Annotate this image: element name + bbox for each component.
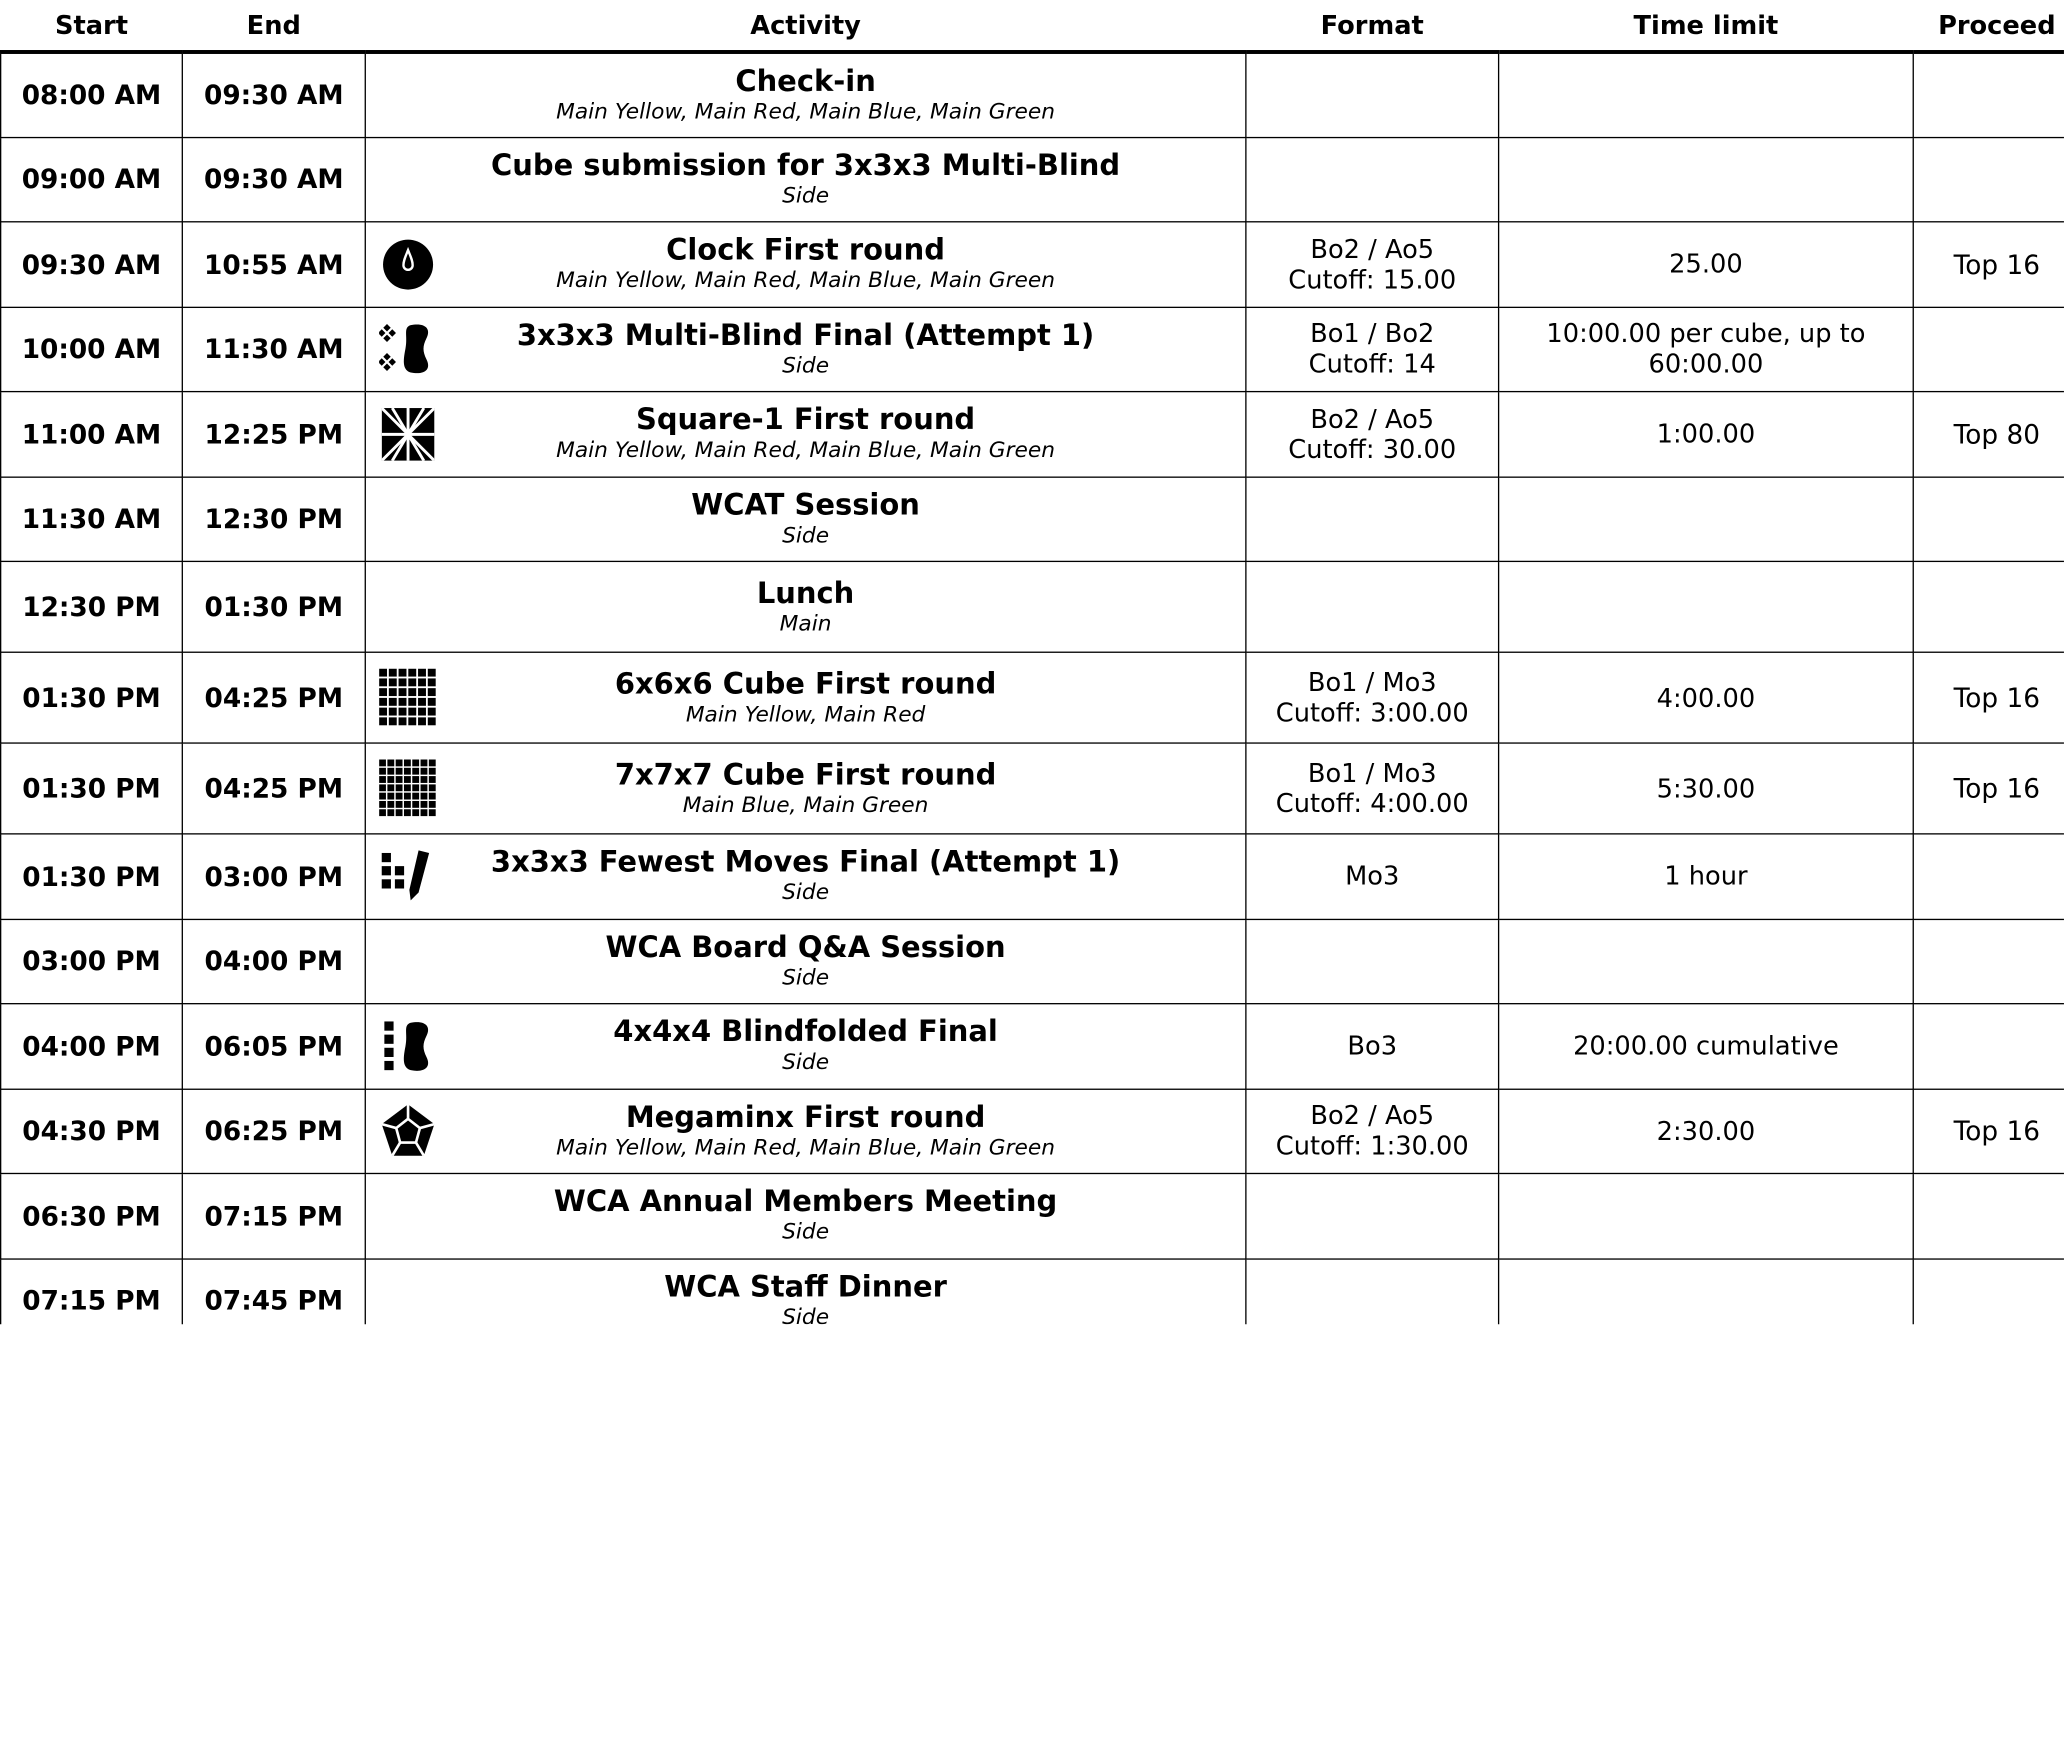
time-limit-line: 1 hour (1664, 861, 1748, 892)
activity-room: Side (782, 879, 830, 905)
table-row (1, 477, 2064, 562)
activity-room: Main Yellow, Main Red (685, 700, 926, 726)
end-time (182, 307, 365, 392)
time-limit-cell (1499, 834, 1914, 919)
square-1-event-icon (379, 405, 437, 463)
time-limit-line: 20:00.00 cumulative (1573, 1030, 1839, 1062)
start-time-text: 06:30 PM (22, 1200, 161, 1232)
start-time (1, 52, 183, 137)
end-time (182, 834, 365, 919)
activity-cell (365, 392, 1246, 477)
activity-room: Main Yellow, Main Red, Main Blue, Main Green (556, 267, 1056, 293)
table-row (1, 919, 2064, 1004)
table-row (1, 743, 2064, 834)
format-line: Bo1 / Mo3 (1307, 758, 1437, 789)
end-time (182, 743, 365, 834)
format-cutoff: Cutoff: 14 (1308, 349, 1436, 380)
activity-room: Main Yellow, Main Red, Main Blue, Main Green (556, 437, 1056, 463)
start-time (1, 392, 183, 477)
format-cell (1246, 919, 1499, 1004)
proceed-cell (1913, 1004, 2064, 1089)
proceed-text: Top 16 (1953, 248, 2040, 281)
end-time (182, 1258, 365, 1324)
format-line: Bo1 / Mo3 (1307, 667, 1437, 698)
activity-title: WCA Staff Dinner (664, 1271, 947, 1305)
activity-cell (365, 652, 1246, 743)
megaminx-event-icon (379, 1102, 437, 1160)
7x7x7-event-icon (379, 760, 437, 818)
end-time-text: 03:00 PM (204, 860, 344, 893)
end-time (182, 1089, 365, 1174)
activity-room: Side (782, 522, 830, 548)
time-limit-cell (1499, 1004, 1914, 1089)
time-limit-cell (1499, 222, 1914, 307)
table-row (1, 137, 2064, 222)
activity-room: Side (782, 352, 830, 378)
proceed-cell (1913, 1089, 2064, 1174)
table-row (1, 222, 2064, 307)
format-cell (1246, 222, 1499, 307)
proceed-cell (1913, 834, 2064, 919)
start-time (1, 477, 183, 562)
time-limit-cell (1499, 1258, 1914, 1324)
header-format: Format (1246, 0, 1499, 52)
format-cutoff: Cutoff: 1:30.00 (1275, 1131, 1469, 1162)
activity-title: 4x4x4 Blindfolded Final (613, 1016, 998, 1050)
table-row (1, 652, 2064, 743)
table-row (1, 1004, 2064, 1089)
schedule-body (1, 52, 2064, 1324)
end-time (182, 919, 365, 1004)
format-cutoff: Cutoff: 3:00.00 (1275, 697, 1469, 728)
start-time (1, 919, 183, 1004)
start-time-text: 03:00 PM (22, 945, 161, 978)
start-time-text: 12:30 PM (22, 591, 161, 623)
time-limit-line: 25.00 (1669, 249, 1743, 280)
end-time (182, 652, 365, 743)
activity-title: Megaminx First round (625, 1101, 986, 1135)
start-time-text: 04:00 PM (22, 1030, 161, 1062)
proceed-cell (1913, 1173, 2064, 1258)
start-time-text: 01:30 PM (22, 772, 161, 805)
format-cell (1246, 743, 1499, 834)
end-time (182, 1173, 365, 1258)
time-limit-line: 5:30.00 (1656, 773, 1756, 804)
format-cell (1246, 834, 1499, 919)
activity-title: Clock First round (666, 234, 946, 268)
table-row (1, 1258, 2064, 1324)
time-limit-cell (1499, 477, 1914, 562)
proceed-cell (1913, 392, 2064, 477)
format-cell (1246, 1004, 1499, 1089)
activity-room: Side (782, 1049, 830, 1075)
format-cell (1246, 392, 1499, 477)
end-time-text: 07:45 PM (204, 1285, 344, 1317)
proceed-cell (1913, 919, 2064, 1004)
activity-cell (365, 834, 1246, 919)
end-time-text: 07:15 PM (204, 1200, 344, 1232)
time-limit-cell (1499, 919, 1914, 1004)
activity-room: Main Yellow, Main Red, Main Blue, Main Green (556, 1134, 1056, 1160)
format-cell (1246, 52, 1499, 137)
time-limit-line: 10:00.00 per cube, up to (1546, 318, 1866, 350)
end-time-text: 12:30 PM (204, 503, 344, 535)
activity-cell (365, 137, 1246, 222)
table-row (1, 392, 2064, 477)
start-time (1, 222, 183, 307)
end-time-text: 04:25 PM (204, 772, 344, 805)
start-time-text: 10:00 AM (21, 333, 162, 365)
multi-blind-event-icon (379, 320, 437, 378)
end-time-text: 11:30 AM (204, 333, 344, 365)
activity-title: Cube submission for 3x3x3 Multi-Blind (490, 149, 1121, 183)
activity-cell (365, 307, 1246, 392)
proceed-text: Top 16 (1953, 1115, 2040, 1147)
time-limit-cell (1499, 392, 1914, 477)
end-time-text: 04:00 PM (204, 945, 344, 978)
start-time-text: 11:00 AM (21, 418, 162, 450)
format-cell (1246, 1089, 1499, 1174)
activity-title: Lunch (756, 577, 855, 611)
end-time-text: 09:30 AM (204, 163, 344, 196)
start-time (1, 652, 183, 743)
activity-cell (365, 561, 1246, 652)
time-limit-cell (1499, 743, 1914, 834)
activity-room: Main Yellow, Main Red, Main Blue, Main Green (556, 98, 1056, 124)
fewest-moves-event-icon (379, 847, 437, 905)
proceed-cell (1913, 652, 2064, 743)
format-cutoff: Cutoff: 15.00 (1288, 264, 1457, 295)
time-limit-line-2: 60:00.00 (1648, 349, 1764, 380)
table-row (1, 307, 2064, 392)
start-time (1, 1173, 183, 1258)
schedule-header (1, 0, 2064, 52)
table-row (1, 1173, 2064, 1258)
format-line: Bo2 / Ao5 (1310, 403, 1435, 435)
activity-cell (365, 919, 1246, 1004)
time-limit-cell (1499, 137, 1914, 222)
activity-title: Check-in (735, 65, 876, 99)
activity-cell (365, 1004, 1246, 1089)
proceed-cell (1913, 137, 2064, 222)
time-limit-cell (1499, 1089, 1914, 1174)
end-time (182, 477, 365, 562)
activity-title: 6x6x6 Cube First round (614, 668, 997, 701)
format-cell (1246, 307, 1499, 392)
format-line: Bo2 / Ao5 (1310, 1100, 1435, 1132)
end-time (182, 222, 365, 307)
format-cell (1246, 652, 1499, 743)
end-time (182, 137, 365, 222)
activity-title: WCAT Session (691, 489, 920, 523)
activity-room: Main Blue, Main Green (682, 791, 929, 817)
time-limit-cell (1499, 52, 1914, 137)
end-time-text: 10:55 AM (204, 248, 344, 281)
time-limit-cell (1499, 307, 1914, 392)
start-time-text: 04:30 PM (22, 1115, 161, 1147)
start-time-text: 01:30 PM (22, 681, 161, 714)
end-time (182, 561, 365, 652)
format-line: Mo3 (1345, 861, 1400, 892)
activity-room: Side (782, 182, 830, 208)
header-activity: Activity (365, 0, 1246, 52)
format-cell (1246, 1173, 1499, 1258)
time-limit-line: 1:00.00 (1656, 418, 1756, 450)
end-time-text: 04:25 PM (204, 681, 344, 714)
header-proceed: Proceed (1913, 0, 2064, 52)
proceed-cell (1913, 743, 2064, 834)
activity-title: Square-1 First round (635, 404, 976, 438)
format-cutoff: Cutoff: 4:00.00 (1275, 788, 1469, 819)
start-time (1, 1089, 183, 1174)
start-time (1, 1258, 183, 1324)
end-time (182, 1004, 365, 1089)
start-time (1, 834, 183, 919)
end-time-text: 09:30 AM (204, 79, 344, 111)
start-time (1, 137, 183, 222)
end-time (182, 392, 365, 477)
header-start: Start (1, 0, 183, 52)
format-cell (1246, 561, 1499, 652)
activity-room: Side (782, 1304, 830, 1325)
activity-cell (365, 1258, 1246, 1324)
start-time (1, 307, 183, 392)
proceed-cell (1913, 222, 2064, 307)
start-time-text: 11:30 AM (21, 503, 162, 535)
start-time-text: 09:30 AM (21, 248, 162, 281)
proceed-cell (1913, 307, 2064, 392)
header-time-limit: Time limit (1499, 0, 1914, 52)
proceed-text: Top 80 (1953, 418, 2040, 450)
start-time (1, 1004, 183, 1089)
end-time-text: 12:25 PM (204, 418, 344, 450)
table-row (1, 561, 2064, 652)
end-time (182, 52, 365, 137)
start-time-text: 08:00 AM (21, 79, 162, 111)
start-time (1, 743, 183, 834)
clock-event-icon (379, 235, 437, 293)
proceed-cell (1913, 561, 2064, 652)
activity-title: WCA Board Q&A Session (605, 931, 1006, 965)
activity-room: Side (782, 1219, 830, 1245)
6x6x6-event-icon (379, 669, 437, 727)
header-end: End (182, 0, 365, 52)
activity-cell (365, 1173, 1246, 1258)
end-time-text: 06:25 PM (204, 1115, 344, 1147)
time-limit-cell (1499, 561, 1914, 652)
start-time-text: 01:30 PM (22, 860, 161, 893)
time-limit-line: 2:30.00 (1656, 1115, 1756, 1147)
format-cutoff: Cutoff: 30.00 (1288, 434, 1457, 465)
activity-cell (365, 1089, 1246, 1174)
activity-cell (365, 222, 1246, 307)
activity-cell (365, 477, 1246, 562)
activity-room: Side (782, 964, 830, 990)
start-time (1, 561, 183, 652)
format-line: Bo3 (1347, 1030, 1398, 1062)
activity-cell (365, 52, 1246, 137)
table-row (1, 52, 2064, 137)
activity-title: 3x3x3 Fewest Moves Final (Attempt 1) (490, 846, 1121, 880)
proceed-cell (1913, 52, 2064, 137)
time-limit-cell (1499, 1173, 1914, 1258)
proceed-text: Top 16 (1953, 681, 2040, 714)
table-row (1, 1089, 2064, 1174)
activity-room: Main (779, 610, 832, 636)
end-time-text: 01:30 PM (204, 591, 344, 623)
activity-cell (365, 743, 1246, 834)
format-cell (1246, 477, 1499, 562)
start-time-text: 09:00 AM (21, 163, 162, 196)
start-time-text: 07:15 PM (22, 1285, 161, 1317)
proceed-text: Top 16 (1953, 772, 2040, 805)
time-limit-line: 4:00.00 (1656, 682, 1756, 713)
end-time-text: 06:05 PM (204, 1030, 344, 1062)
activity-title: 7x7x7 Cube First round (614, 758, 997, 792)
activity-title: 3x3x3 Multi-Blind Final (Attempt 1) (516, 319, 1095, 353)
proceed-cell (1913, 477, 2064, 562)
time-limit-cell (1499, 652, 1914, 743)
format-line: Bo2 / Ao5 (1310, 233, 1435, 265)
format-line: Bo1 / Bo2 (1310, 318, 1435, 350)
4x4x4-blindfolded-event-icon (379, 1017, 437, 1075)
activity-title: WCA Annual Members Meeting (553, 1186, 1058, 1220)
format-cell (1246, 137, 1499, 222)
proceed-cell (1913, 1258, 2064, 1324)
table-row (1, 834, 2064, 919)
format-cell (1246, 1258, 1499, 1324)
